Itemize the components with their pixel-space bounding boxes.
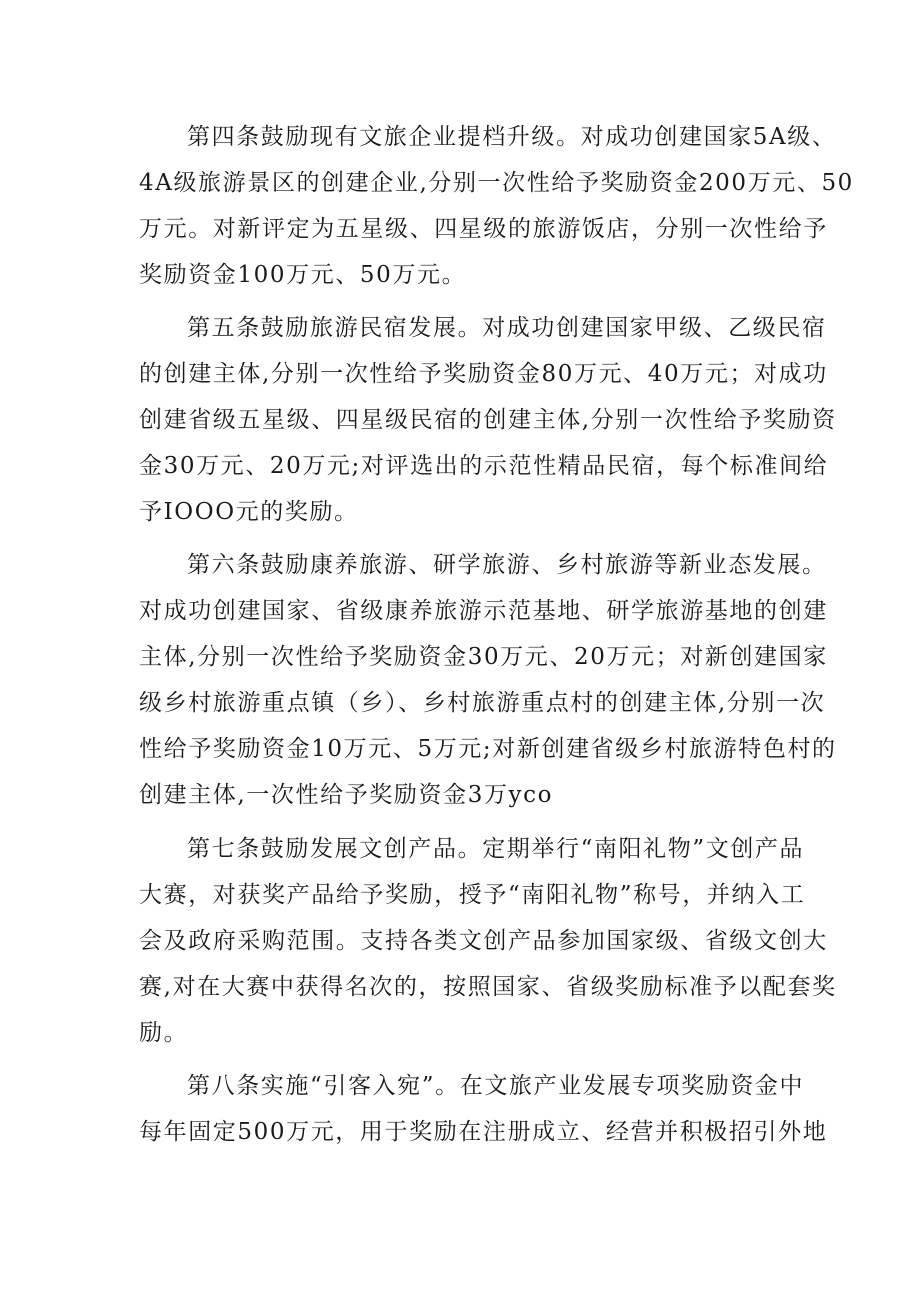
text-line: 4A级旅游景区的创建企业,分别一次性给予奖励资金200万元、50 [139,170,854,196]
text-line: 每年固定500万元，用于奖励在注册成立、经营并积极招引外地 [139,1119,828,1145]
text-line: 赛,对在大赛中获得名次的，按照国家、省级奖励标准予以配套奖 [139,974,837,1000]
text-line: 级乡村旅游重点镇（乡）、乡村旅游重点村的创建主体,分别一次 [139,690,826,716]
text-line: 创建主体,一次性给予奖励资金3万yco [139,782,554,808]
text-line: 对成功创建国家、省级康养旅游示范基地、研学旅游基地的创建 [139,598,828,624]
text-line: 性给予奖励资金10万元、5万元;对新创建省级乡村旅游特色村的 [139,736,837,762]
text-line: 第五条鼓励旅游民宿发展。对成功创建国家甲级、乙级民宿 [187,315,827,341]
text-line: 万元。对新评定为五星级、四星级的旅游饭店，分别一次性给予 [139,216,828,242]
text-line: 奖励资金100万元、50万元。 [139,262,467,288]
text-line: 励。 [139,1020,189,1046]
text-line: 的创建主体,分别一次性给予奖励资金80万元、40万元；对成功 [139,361,828,387]
text-line: 主体,分别一次性给予奖励资金30万元、20万元；对新创建国家 [139,644,828,670]
text-line: 第六条鼓励康养旅游、研学旅游、乡村旅游等新业态发展。 [187,552,827,578]
text-line: 第七条鼓励发展文创产品。定期举行“南阳礼物”文创产品 [187,836,805,862]
text-line: 会及政府采购范围。支持各类文创产品参加国家级、省级文创大 [139,928,828,954]
text-line: 大赛，对获奖产品给予奖励，授予“南阳礼物”称号，并纳入工 [139,882,806,908]
text-line: 予IOOO元的奖励。 [139,499,359,525]
text-line: 第八条实施“引客入宛”。在文旅产业发展专项奖励资金中 [187,1073,805,1099]
text-line: 创建省级五星级、四星级民宿的创建主体,分别一次性给予奖励资 [139,407,837,433]
text-line: 金30万元、20万元;对评选出的示范性精品民宿，每个标准间给 [139,453,829,479]
text-line: 第四条鼓励现有文旅企业提档升级。对成功创建国家5A级、 [187,124,837,150]
